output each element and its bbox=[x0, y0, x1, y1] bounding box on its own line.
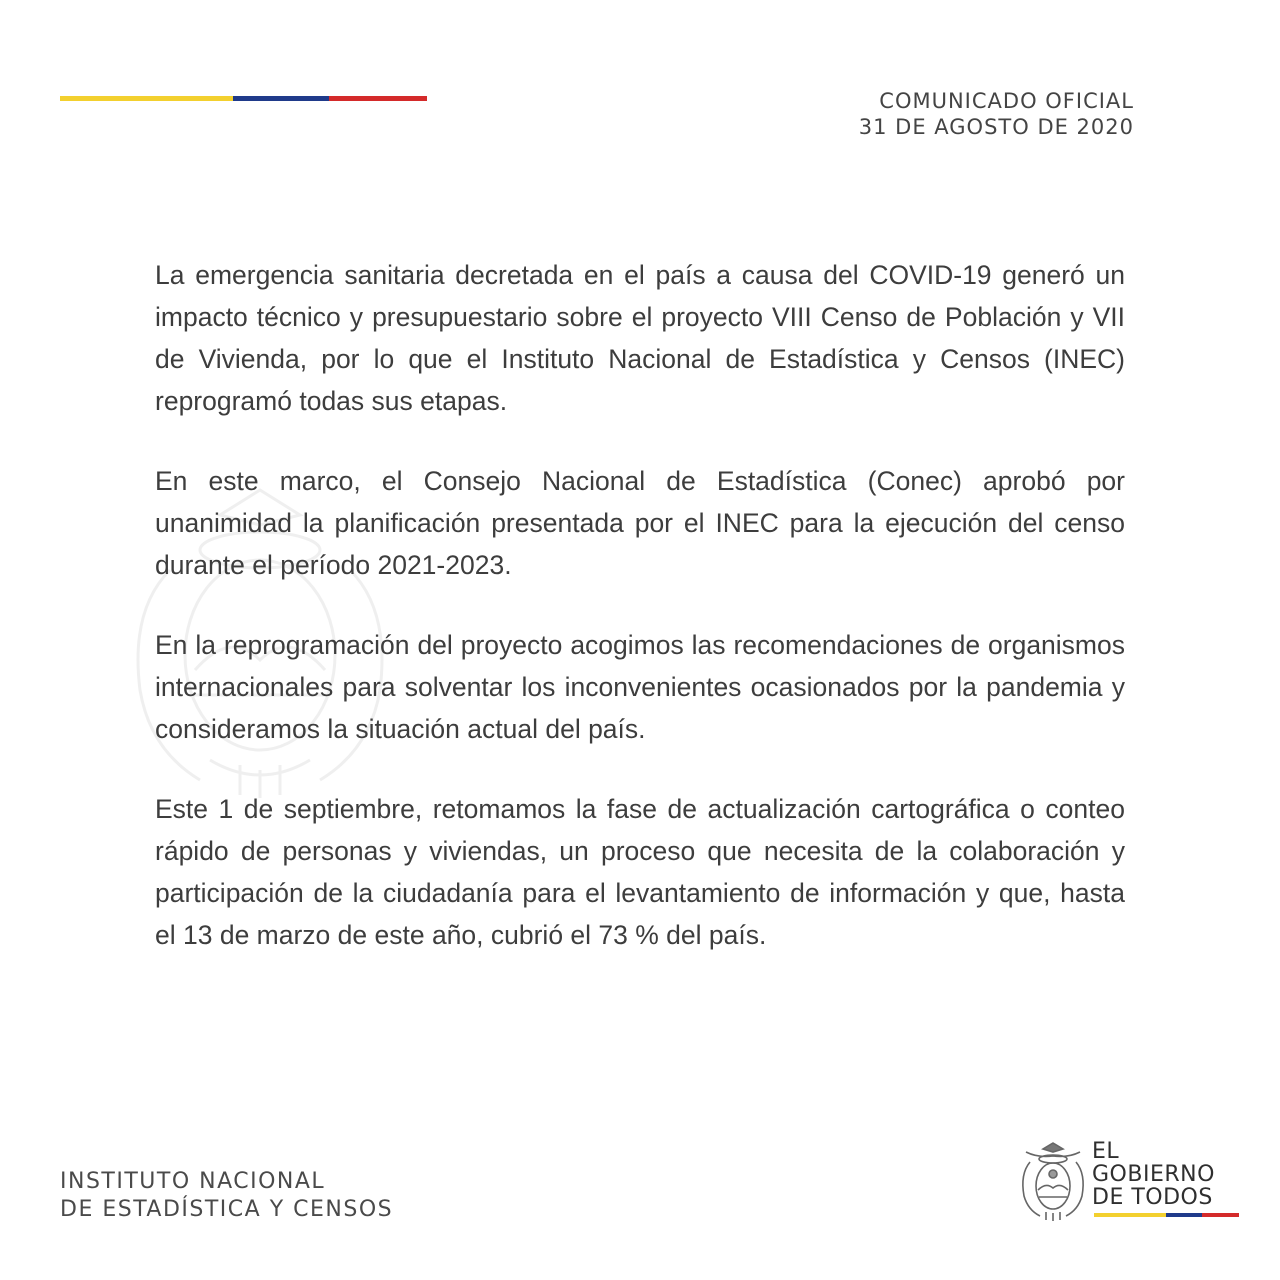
paragraph-3: En la reprogramación del proyecto acogimos las recomendaciones de organismos internacionales para solventar los inconvenientes ocasionados por la pandemia y consideramos la situación actual del país. bbox=[155, 630, 1125, 744]
institution-line-1: INSTITUTO NACIONAL bbox=[60, 1169, 326, 1194]
logo-line-1: EL bbox=[1092, 1139, 1120, 1164]
logo-line-2: GOBIERNO bbox=[1092, 1162, 1215, 1187]
flag-stripe-yellow bbox=[60, 96, 233, 101]
flag-stripe bbox=[60, 96, 427, 101]
institution-name bbox=[60, 1168, 393, 1224]
ecuador-coat-of-arms-icon bbox=[1018, 1140, 1088, 1222]
statement-body bbox=[155, 254, 1125, 994]
flag-stripe-blue bbox=[233, 96, 329, 101]
header bbox=[859, 88, 1134, 140]
logo-flag-underline bbox=[1094, 1213, 1239, 1217]
logo-line-3: DE TODOS bbox=[1092, 1185, 1213, 1210]
logo-stripe-blue bbox=[1166, 1213, 1202, 1217]
flag-stripe-red bbox=[329, 96, 427, 101]
logo-stripe-red bbox=[1202, 1213, 1239, 1217]
document-label: COMUNICADO OFICIAL bbox=[879, 89, 1134, 113]
document-date: 31 DE AGOSTO DE 2020 bbox=[858, 115, 1134, 139]
institution-line-2: DE ESTADÍSTICA Y CENSOS bbox=[60, 1197, 394, 1222]
paragraph-1: La emergencia sanitaria decretada en el país a causa del COVID-19 generó un impacto técnico y presupuestario sobre el proyecto VIII Censo de Población y VII de Vivienda, por lo que el Instituto Nacional de Estadística y Censos (INEC) reprogramó todas sus etapas. bbox=[155, 260, 1125, 416]
logo-wordmark bbox=[1092, 1140, 1215, 1209]
logo-stripe-yellow bbox=[1094, 1213, 1166, 1217]
paragraph-4: Este 1 de septiembre, retomamos la fase de actualización cartográfica o conteo rápido de personas y viviendas, un proceso que necesita de la colaboración y participación de la ciudadanía para el levantamiento de información y que, hasta el 13 de marzo de este año, cubrió el 73 % del país. bbox=[155, 794, 1125, 950]
paragraph-2: En este marco, el Consejo Nacional de Estadística (Conec) aprobó por unanimidad la planificación presentada por el INEC para la ejecución del censo durante el período 2021-2023. bbox=[155, 466, 1125, 580]
gobierno-logo bbox=[1018, 1140, 1228, 1230]
